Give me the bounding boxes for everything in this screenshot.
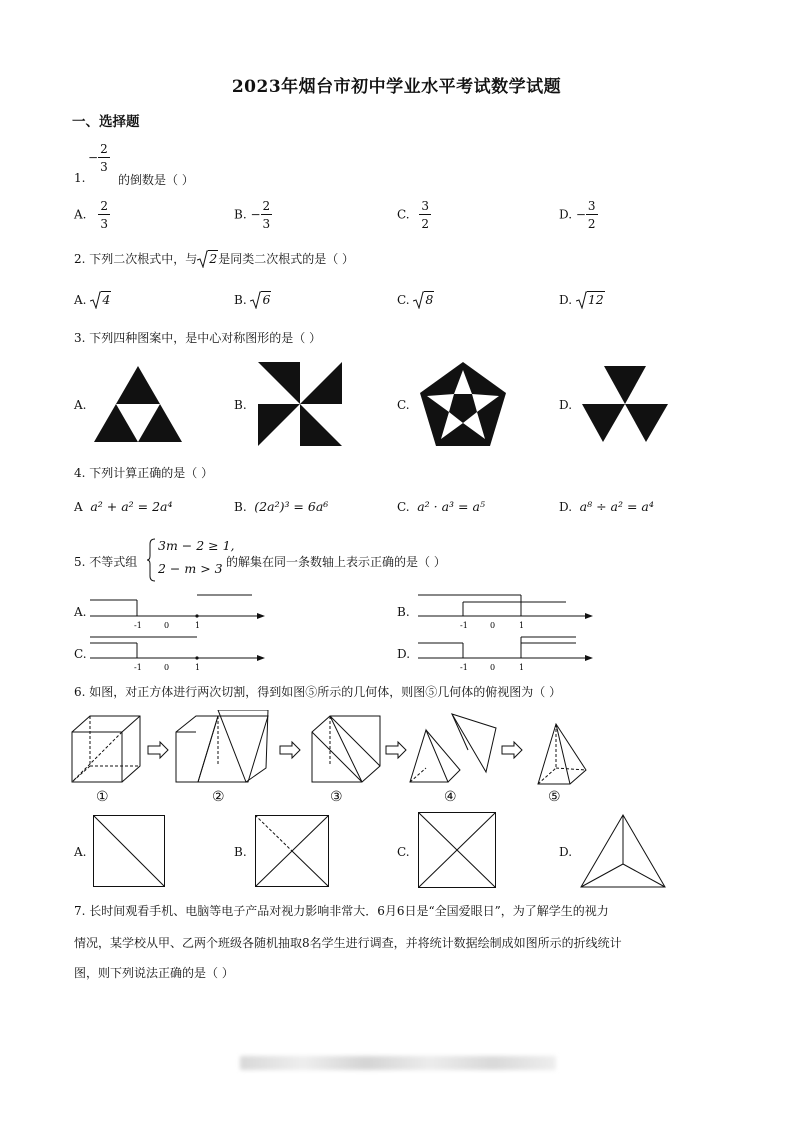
q4-text: 4. 下列计算正确的是（ ） [74, 466, 214, 480]
q5-numberline-c [90, 632, 265, 674]
svg-text:-1: -1 [460, 663, 468, 672]
svg-text:0: 0 [164, 663, 170, 672]
q1-option-d[interactable]: D. − $\frac{3}{2}$ [559, 199, 596, 231]
q2-option-a[interactable]: A. 4 [74, 292, 111, 307]
svg-text:-1: -1 [134, 621, 142, 630]
q6-option-a-label[interactable]: A. [74, 845, 87, 859]
q5-numberline-b [418, 590, 593, 632]
q5-inequality-1: 3m − 2 ≥ 1, [158, 538, 235, 553]
q4-option-b[interactable]: B. (2a²)³ = 6a⁶ [234, 499, 329, 514]
svg-text:-1: -1 [460, 621, 468, 630]
section-heading: 一、选择题 [72, 114, 140, 130]
page-title: 2023年烟台市初中学业水平考试数学试题 [231, 77, 562, 97]
q6-text: 6. 如图，对正方体进行两次切割，得到如图⑤所示的几何体，则图⑤几何体的俯视图为（ ） [74, 685, 562, 699]
svg-text:0: 0 [490, 663, 496, 672]
q1-number: 1. [74, 171, 86, 185]
q6-option-d-label[interactable]: D. [559, 845, 573, 859]
q6-step-2: ② [212, 789, 225, 805]
q2-option-d[interactable]: D. 12 [559, 292, 604, 307]
q3-option-a-label[interactable]: A. [74, 398, 87, 412]
q5-option-c-label[interactable]: C. [74, 647, 87, 661]
svg-text:1: 1 [195, 663, 201, 672]
svg-text:-1: -1 [134, 663, 142, 672]
q6-step-4: ④ [444, 789, 457, 805]
q3-figure-a [94, 366, 182, 442]
q5-option-a-label[interactable]: A. [74, 605, 87, 619]
q6-cutting-sequence [68, 710, 668, 808]
q4-option-a[interactable]: A a² + a² = 2a⁴ [74, 499, 173, 514]
q4-option-c[interactable]: C. a² · a³ = a⁵ [397, 499, 485, 514]
q5-inequality-2: 2 − m > 3 [158, 561, 223, 576]
q7-line-1: 7. 长时间观看手机、电脑等电子产品对视力影响非常大．6月6日是“全国爱眼日”，为了解学生的视力 [74, 904, 609, 918]
q3-text: 3. 下列四种图案中，是中心对称图形的是（ ） [74, 331, 322, 345]
svg-text:1: 1 [519, 621, 525, 630]
q5-option-d-label[interactable]: D. [397, 647, 411, 661]
q6-option-b-label[interactable]: B. [234, 845, 247, 859]
blurred-footer [240, 1056, 556, 1070]
svg-text:1: 1 [195, 621, 201, 630]
q3-option-d-label[interactable]: D. [559, 398, 573, 412]
svg-text:1: 1 [519, 663, 525, 672]
q6-step-1: ① [96, 789, 109, 805]
q1-fraction: − $\frac{2}{3}$ [88, 142, 108, 174]
q5-post: 的解集在同一条数轴上表示正确的是（ ） [226, 555, 446, 569]
q6-option-c-label[interactable]: C. [397, 845, 410, 859]
q6-step-5: ⑤ [548, 789, 561, 805]
svg-text:0: 0 [490, 621, 496, 630]
q3-option-b-label[interactable]: B. [234, 398, 247, 412]
q3-figure-b [258, 362, 342, 446]
q1-option-b[interactable]: B. − $\frac{2}{3}$ [234, 199, 271, 231]
q5-option-b-label[interactable]: B. [397, 605, 410, 619]
q1-option-a[interactable]: A. $\frac{2}{3}$ [74, 199, 108, 231]
q2-text: 2. 下列二次根式中，与 2是同类二次根式的是（ ） [74, 251, 355, 266]
q3-figure-c [420, 362, 506, 446]
q6-view-c [418, 812, 496, 888]
q4-option-d[interactable]: D. a⁸ ÷ a² = a⁴ [559, 499, 654, 514]
q5-pre: 5. 不等式组 [74, 555, 138, 569]
sqrt-2: 2 [197, 251, 218, 266]
q1-text: 的倒数是（ ） [118, 173, 194, 187]
q6-view-b [255, 815, 329, 887]
q3-option-c-label[interactable]: C. [397, 398, 410, 412]
q6-view-a [93, 815, 165, 887]
q7-line-3: 图，则下列说法正确的是（ ） [74, 966, 234, 980]
q7-line-2: 情况，某学校从甲、乙两个班级各随机抽取8名学生进行调查，并将统计数据绘制成如图所示的折线统计 [74, 936, 622, 950]
q6-view-d [580, 814, 666, 888]
q5-brace [146, 538, 156, 582]
q1-option-c[interactable]: C. $\frac{3}{2}$ [397, 199, 430, 231]
q3-figure-d [582, 366, 668, 442]
svg-text:0: 0 [164, 621, 170, 630]
q2-option-b[interactable]: B. 6 [234, 292, 271, 307]
q5-numberline-a [90, 590, 265, 632]
q2-option-c[interactable]: C. 8 [397, 292, 434, 307]
q5-numberline-d [418, 632, 593, 674]
q6-step-3: ③ [330, 789, 343, 805]
